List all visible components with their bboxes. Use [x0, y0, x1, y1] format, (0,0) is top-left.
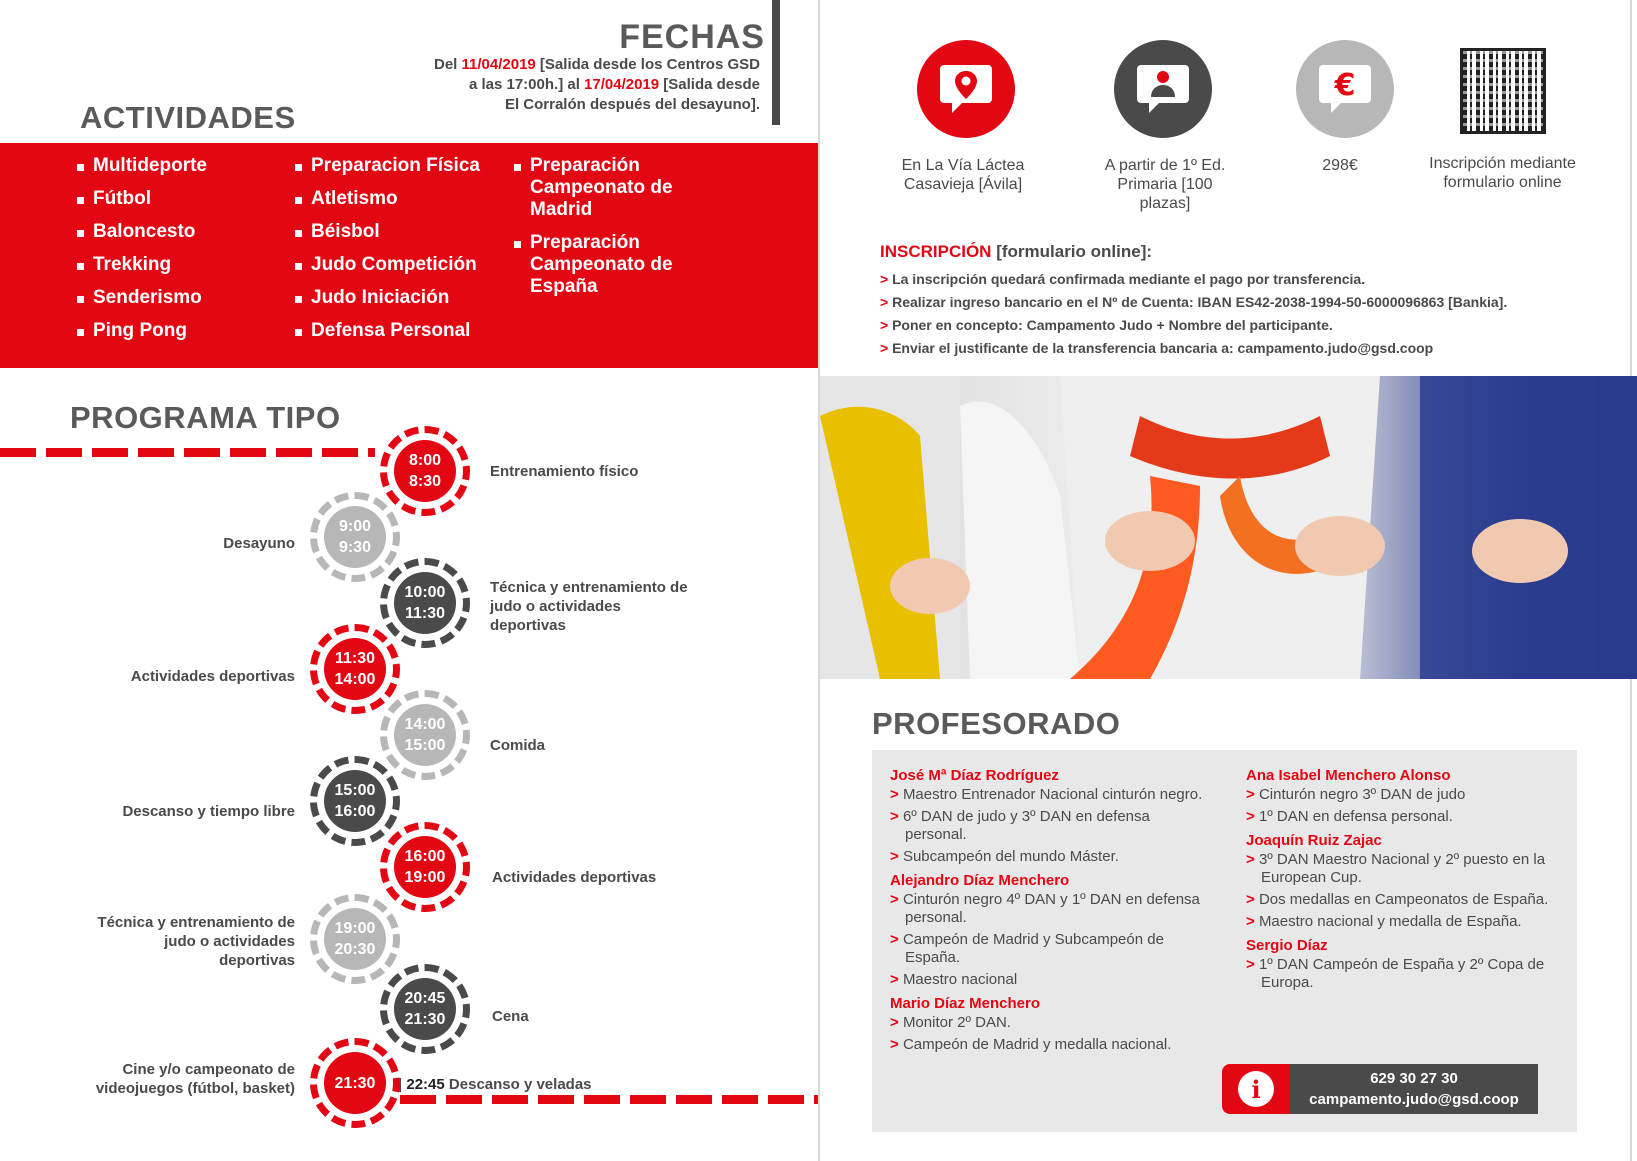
time-end: 15:00	[404, 737, 446, 754]
age-caption: A partir de 1º Ed. Primaria [100 plazas]	[1104, 157, 1226, 212]
time-start: 11:30	[334, 650, 376, 667]
teacher-credential: > 1º DAN Campeón de España y 2º Copa de Europa.	[1246, 956, 1566, 992]
time-end: 20:30	[334, 941, 376, 958]
time-circle	[310, 624, 400, 714]
fechas-line2-a: a las 17:00h.] al	[468, 76, 585, 93]
date-end: 17/04/2019	[584, 76, 660, 93]
teacher-credential: > Cinturón negro 4º DAN y 1º DAN en defensa personal.	[890, 891, 1210, 927]
teacher-name: José Mª Díaz Rodríguez	[890, 767, 1059, 784]
price-caption: 298€	[1322, 157, 1358, 174]
schedule-label: Cena	[492, 1008, 529, 1025]
actividades-col3	[514, 155, 714, 309]
time-end: 16:00	[334, 803, 376, 820]
time-end: 11:30	[404, 605, 446, 622]
inscripcion-title-rest: [formulario online]:	[991, 242, 1153, 261]
time-circle	[310, 756, 400, 846]
actividad-item: Trekking	[77, 254, 207, 276]
qr-code-icon[interactable]	[1460, 48, 1546, 134]
actividad-item: Senderismo	[77, 287, 207, 309]
time-start: 10:00	[404, 584, 446, 601]
teacher-credential: > Maestro Entrenador Nacional cinturón negro.	[890, 786, 1210, 804]
time-circle	[310, 1038, 403, 1128]
teacher-name: Ana Isabel Menchero Alonso	[1246, 767, 1451, 784]
euro-glyph: €	[1334, 68, 1356, 103]
actividad-item: Defensa Personal	[295, 320, 480, 342]
actividades-col1	[77, 155, 207, 353]
time-start: 20:45	[404, 990, 446, 1007]
actividades-col2	[295, 155, 480, 353]
teacher-credential: > 1º DAN en defensa personal.	[1246, 808, 1566, 826]
time-start: 19:00	[334, 920, 376, 937]
actividad-item: Preparacion Física	[295, 155, 480, 177]
fechas-line2-b: [Salida desde	[659, 76, 760, 93]
final-time: 22:45	[406, 1076, 445, 1093]
actividad-item: Preparación Campeonato de España	[514, 232, 714, 298]
inscripcion-step: > Enviar el justificante de la transferencia bancaria a: campamento.judo@gsd.coop	[880, 337, 1507, 360]
time-end: 9:30	[338, 539, 372, 556]
profesorado-col1	[890, 765, 1210, 1058]
fechas-bar	[772, 0, 780, 125]
teacher-credential: > Monitor 2º DAN.	[890, 1014, 1210, 1032]
schedule-label: Actividades deportivas	[130, 668, 295, 685]
inscripcion-step: > Poner en concepto: Campamento Judo + Nombre del participante.	[880, 314, 1507, 337]
teacher-name: Alejandro Díaz Menchero	[890, 872, 1070, 889]
timeline-dash	[0, 448, 375, 457]
schedule-label: Descanso y tiempo libre	[122, 803, 295, 820]
inscripcion-step: > La inscripción quedará confirmada mediante el pago por transferencia.	[880, 268, 1507, 291]
teacher-credential: > Subcampeón del mundo Máster.	[890, 848, 1210, 866]
actividad-item: Multideporte	[77, 155, 207, 177]
fechas-text	[360, 55, 760, 115]
time-circle	[380, 822, 470, 912]
programa-title: PROGRAMA TIPO	[70, 400, 341, 435]
inscripcion-title-red: INSCRIPCIÓN	[880, 242, 992, 261]
time-circle	[380, 558, 470, 648]
profesorado-title: PROFESORADO	[872, 706, 1121, 741]
fechas-line1-a: Del	[434, 56, 462, 73]
teacher-credential: > Maestro nacional	[890, 971, 1210, 989]
timeline-dash	[400, 1095, 818, 1104]
teacher-credential: > 6º DAN de judo y 3º DAN en defensa personal.	[890, 808, 1210, 844]
profesorado-col2	[1246, 765, 1566, 996]
time-end: 8:30	[408, 473, 442, 490]
inscripcion-title	[880, 242, 1152, 262]
teacher-credential: > Dos medallas en Campeonatos de España.	[1246, 891, 1566, 909]
actividad-item: Baloncesto	[77, 221, 207, 243]
actividad-item: Preparación Campeonato de Madrid	[514, 155, 714, 221]
schedule-label: Técnica y entrenamiento de judo o actividades deportivas	[490, 579, 688, 634]
actividad-item: Ping Pong	[77, 320, 207, 342]
schedule-label: Entrenamiento físico	[490, 463, 639, 480]
time-start: 21:30	[334, 1074, 376, 1092]
location-caption: En La Vía Láctea Casavieja [Ávila]	[901, 157, 1025, 193]
time-start: 16:00	[404, 848, 446, 865]
inscripcion-step: > Realizar ingreso bancario en el Nº de Cuenta: IBAN ES42-2038-1994-50-6000096863 [Bankia].	[880, 291, 1507, 314]
actividad-item: Atletismo	[295, 188, 480, 210]
time-circle	[380, 964, 470, 1054]
teacher-name: Mario Díaz Menchero	[890, 995, 1041, 1012]
time-start: 8:00	[408, 452, 442, 469]
schedule-label: Comida	[490, 737, 546, 754]
teacher-name: Sergio Díaz	[1246, 937, 1328, 954]
time-start: 14:00	[404, 716, 446, 733]
judo-photo	[820, 376, 1637, 679]
final-schedule	[398, 1075, 592, 1094]
location-pin-icon	[917, 40, 1015, 138]
fechas-line1-b: [Salida desde los Centros GSD	[535, 56, 760, 73]
time-start: 15:00	[334, 782, 376, 799]
teacher-credential: > 3º DAN Maestro Nacional y 2º puesto en la European Cup.	[1246, 851, 1566, 887]
time-circle	[380, 426, 470, 516]
schedule-label: Cine y/o campeonato de videojuegos (fútbol, basket)	[95, 1061, 295, 1097]
info-icon	[1222, 1064, 1290, 1114]
teacher-credential: > Campeón de Madrid y medalla nacional.	[890, 1036, 1210, 1054]
teacher-name: Joaquín Ruiz Zajac	[1246, 832, 1382, 849]
registration-caption: Inscripción mediante formulario online	[1429, 155, 1576, 191]
time-end: 14:00	[334, 671, 376, 688]
actividad-item: Judo Competición	[295, 254, 480, 276]
actividad-item: Fútbol	[77, 188, 207, 210]
time-end: 21:30	[404, 1011, 446, 1028]
schedule-label: Desayuno	[223, 535, 295, 552]
fechas-line3: El Corralón después del desayuno].	[504, 96, 760, 113]
actividades-title: ACTIVIDADES	[80, 100, 296, 135]
actividad-item: Béisbol	[295, 221, 480, 243]
time-start: 9:00	[338, 518, 372, 535]
time-circle	[310, 894, 400, 984]
time-circle	[380, 690, 470, 780]
schedule-label: Técnica y entrenamiento de judo o actividades deportivas	[97, 914, 295, 969]
fechas-title: FECHAS	[619, 18, 765, 56]
teacher-credential: > Maestro nacional y medalla de España.	[1246, 913, 1566, 931]
inscripcion-steps	[880, 268, 1507, 360]
schedule-label: Actividades deportivas	[492, 869, 657, 886]
teacher-credential: > Cinturón negro 3º DAN de judo	[1246, 786, 1566, 804]
euro-icon	[1296, 40, 1394, 138]
teacher-credential: > Campeón de Madrid y Subcampeón de España.	[890, 931, 1210, 967]
time-circle	[310, 492, 400, 582]
final-label: Descanso y veladas	[448, 1076, 592, 1093]
time-end: 19:00	[404, 869, 446, 886]
separator: |	[398, 1076, 403, 1093]
contact-box	[1290, 1064, 1538, 1114]
person-icon	[1114, 40, 1212, 138]
contact-email[interactable]: campamento.judo@gsd.coop	[1309, 1091, 1519, 1108]
contact-phone[interactable]: 629 30 27 30	[1370, 1070, 1458, 1087]
date-start: 11/04/2019	[461, 56, 536, 73]
actividad-item: Judo Iniciación	[295, 287, 480, 309]
info-glyph: i	[1238, 1071, 1274, 1107]
